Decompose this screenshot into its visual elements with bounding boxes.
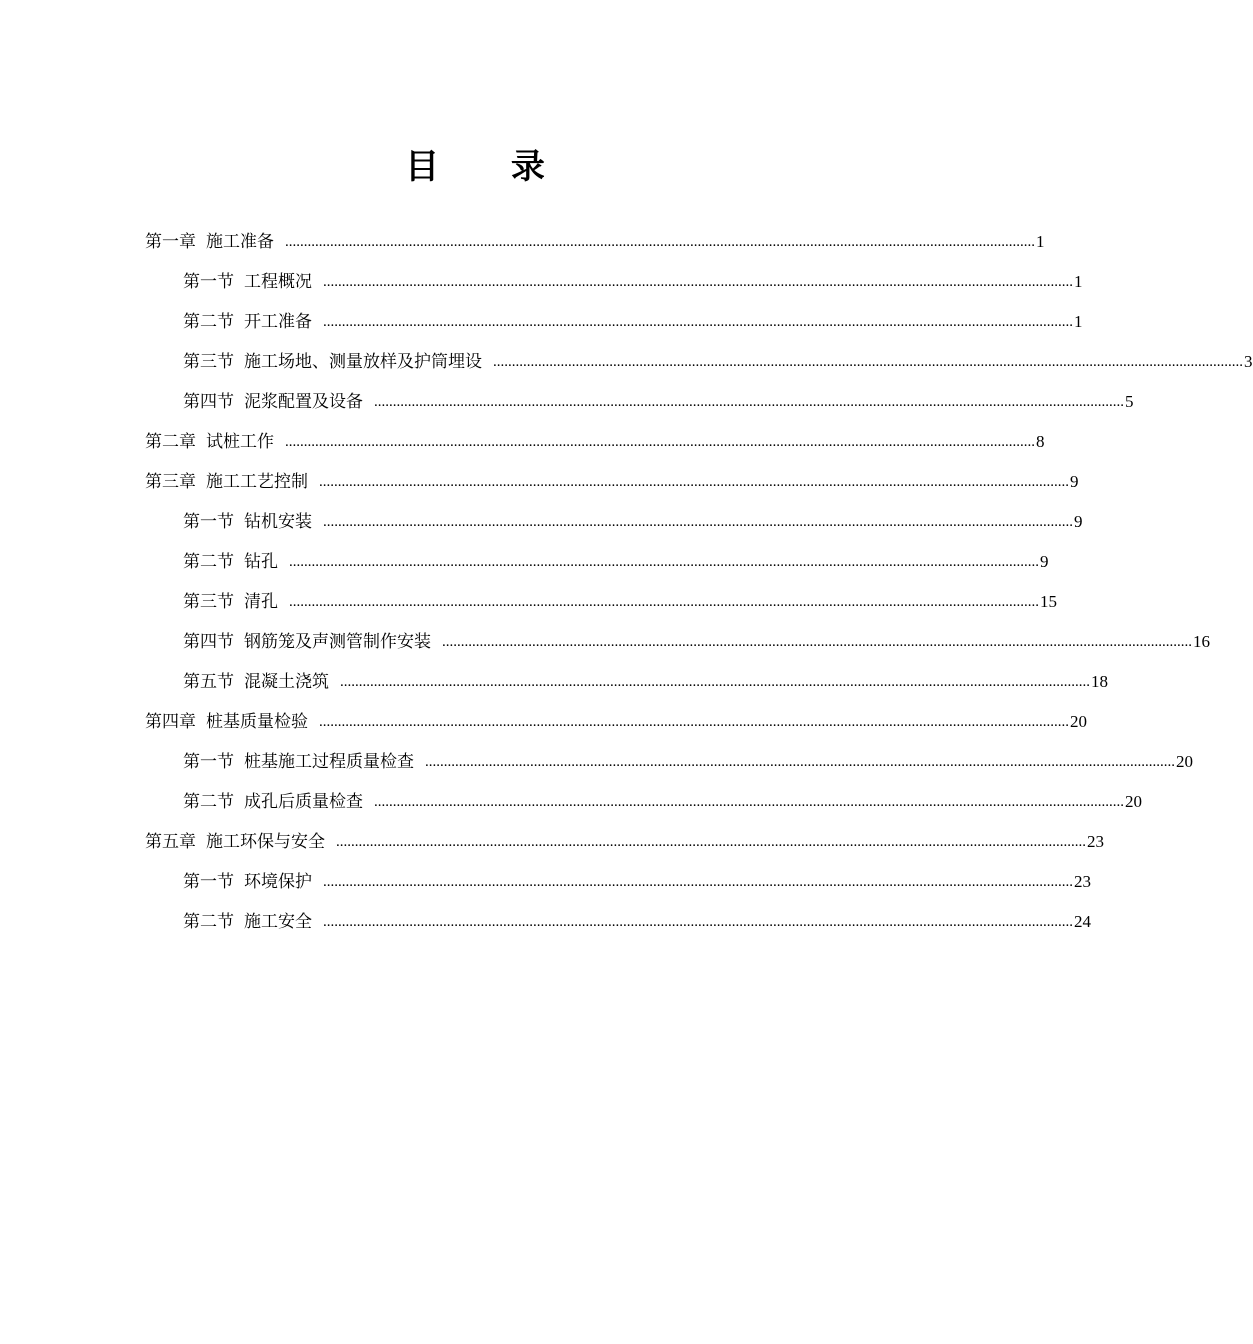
toc-entry-title: 泥浆配置及设备	[244, 392, 363, 412]
toc-entry-label	[145, 702, 308, 742]
toc-section-entry[interactable]	[145, 342, 1253, 382]
table-of-contents	[145, 222, 1253, 942]
toc-chapter-entry[interactable]	[145, 822, 1104, 862]
toc-entry-label	[183, 502, 312, 542]
toc-dot-leader: ........................................................................................................................................................................................................	[374, 394, 1124, 410]
toc-section-entry[interactable]	[145, 302, 1083, 342]
toc-page-number: 3	[1244, 352, 1253, 371]
toc-entry-title: 桩基施工过程质量检查	[244, 752, 414, 772]
toc-entry-label	[183, 302, 312, 342]
toc-section-entry[interactable]	[145, 902, 1091, 942]
toc-entry-label	[183, 902, 312, 942]
toc-section-entry[interactable]	[145, 862, 1091, 902]
toc-entry-title: 钻机安装	[244, 512, 312, 532]
toc-page-number: 5	[1125, 392, 1134, 411]
toc-page-number: 18	[1091, 672, 1108, 691]
toc-entry-number: 第四章	[145, 712, 196, 732]
toc-entry-label	[183, 862, 312, 902]
toc-entry-number: 第三节	[183, 592, 234, 612]
toc-dot-leader: ........................................................................................................................................................................................................	[319, 474, 1069, 490]
toc-entry-number: 第二节	[183, 912, 234, 932]
toc-page-number: 1	[1074, 312, 1083, 331]
toc-page-number: 1	[1074, 272, 1083, 291]
toc-section-entry[interactable]	[145, 782, 1142, 822]
toc-dot-leader: ........................................................................................................................................................................................................	[323, 514, 1073, 530]
toc-entry-title: 开工准备	[244, 312, 312, 332]
toc-dot-leader: ........................................................................................................................................................................................................	[323, 274, 1073, 290]
toc-entry-number: 第四节	[183, 632, 234, 652]
toc-entry-number: 第五节	[183, 672, 234, 692]
toc-entry-number: 第三章	[145, 472, 196, 492]
toc-page-number: 20	[1070, 712, 1087, 731]
toc-entry-label	[183, 742, 414, 782]
toc-entry-label	[145, 422, 274, 462]
toc-dot-leader: ........................................................................................................................................................................................................	[323, 314, 1073, 330]
toc-dot-leader: ........................................................................................................................................................................................................	[319, 714, 1069, 730]
toc-entry-label	[183, 782, 363, 822]
toc-page-number: 8	[1036, 432, 1045, 451]
toc-entry-title: 钻孔	[244, 552, 278, 572]
toc-title: 目 录	[405, 147, 575, 187]
toc-page-number: 9	[1074, 512, 1083, 531]
toc-section-entry[interactable]	[145, 742, 1193, 782]
toc-entry-number: 第二节	[183, 552, 234, 572]
toc-entry-title: 施工安全	[244, 912, 312, 932]
toc-entry-number: 第一节	[183, 872, 234, 892]
toc-dot-leader: ........................................................................................................................................................................................................	[425, 754, 1175, 770]
toc-entry-title: 成孔后质量检查	[244, 792, 363, 812]
toc-dot-leader: ........................................................................................................................................................................................................	[442, 634, 1192, 650]
toc-entry-label	[183, 662, 329, 702]
toc-entry-label	[145, 822, 325, 862]
toc-entry-title: 工程概况	[244, 272, 312, 292]
toc-dot-leader: ........................................................................................................................................................................................................	[323, 914, 1073, 930]
toc-entry-label	[183, 262, 312, 302]
toc-page-number: 20	[1176, 752, 1193, 771]
toc-dot-leader: ........................................................................................................................................................................................................	[340, 674, 1090, 690]
toc-entry-title: 施工环保与安全	[206, 832, 325, 852]
toc-page-number: 24	[1074, 912, 1091, 931]
toc-entry-label	[145, 462, 308, 502]
toc-page-number: 9	[1040, 552, 1049, 571]
toc-entry-number: 第三节	[183, 352, 234, 372]
toc-dot-leader: ........................................................................................................................................................................................................	[289, 594, 1039, 610]
toc-entry-number: 第二章	[145, 432, 196, 452]
toc-dot-leader: ........................................................................................................................................................................................................	[285, 234, 1035, 250]
toc-page-number: 9	[1070, 472, 1079, 491]
toc-section-entry[interactable]	[145, 542, 1049, 582]
toc-entry-number: 第二节	[183, 312, 234, 332]
toc-entry-number: 第一节	[183, 752, 234, 772]
toc-section-entry[interactable]	[145, 582, 1057, 622]
toc-entry-label	[183, 542, 278, 582]
toc-chapter-entry[interactable]	[145, 222, 1045, 262]
toc-page-number: 16	[1193, 632, 1210, 651]
toc-entry-label	[145, 222, 274, 262]
toc-dot-leader: ........................................................................................................................................................................................................	[323, 874, 1073, 890]
toc-chapter-entry[interactable]	[145, 462, 1079, 502]
toc-entry-number: 第四节	[183, 392, 234, 412]
toc-entry-title: 清孔	[244, 592, 278, 612]
toc-dot-leader: ........................................................................................................................................................................................................	[336, 834, 1086, 850]
toc-dot-leader: ........................................................................................................................................................................................................	[493, 354, 1243, 370]
toc-entry-number: 第五章	[145, 832, 196, 852]
toc-page-number: 1	[1036, 232, 1045, 251]
toc-page-number: 23	[1074, 872, 1091, 891]
toc-entry-number: 第一节	[183, 512, 234, 532]
toc-entry-title: 混凝土浇筑	[244, 672, 329, 692]
toc-entry-label	[183, 382, 363, 422]
toc-entry-label	[183, 622, 431, 662]
toc-entry-number: 第一节	[183, 272, 234, 292]
toc-dot-leader: ........................................................................................................................................................................................................	[285, 434, 1035, 450]
toc-entry-title: 施工工艺控制	[206, 472, 308, 492]
toc-entry-title: 钢筋笼及声测管制作安装	[244, 632, 431, 652]
toc-entry-number: 第一章	[145, 232, 196, 252]
toc-entry-label	[183, 342, 482, 382]
toc-page-number: 20	[1125, 792, 1142, 811]
toc-entry-title: 试桩工作	[206, 432, 274, 452]
toc-entry-title: 施工准备	[206, 232, 274, 252]
toc-section-entry[interactable]	[145, 262, 1083, 302]
toc-chapter-entry[interactable]	[145, 422, 1045, 462]
toc-entry-number: 第二节	[183, 792, 234, 812]
toc-chapter-entry[interactable]	[145, 702, 1087, 742]
toc-entry-label	[183, 582, 278, 622]
toc-section-entry[interactable]	[145, 622, 1210, 662]
toc-page-number: 15	[1040, 592, 1057, 611]
toc-dot-leader: ........................................................................................................................................................................................................	[374, 794, 1124, 810]
toc-entry-title: 环境保护	[244, 872, 312, 892]
toc-section-entry[interactable]	[145, 382, 1134, 422]
toc-section-entry[interactable]	[145, 662, 1108, 702]
toc-entry-title: 桩基质量检验	[206, 712, 308, 732]
toc-section-entry[interactable]	[145, 502, 1083, 542]
toc-entry-title: 施工场地、测量放样及护筒埋设	[244, 352, 482, 372]
toc-page-number: 23	[1087, 832, 1104, 851]
toc-dot-leader: ........................................................................................................................................................................................................	[289, 554, 1039, 570]
